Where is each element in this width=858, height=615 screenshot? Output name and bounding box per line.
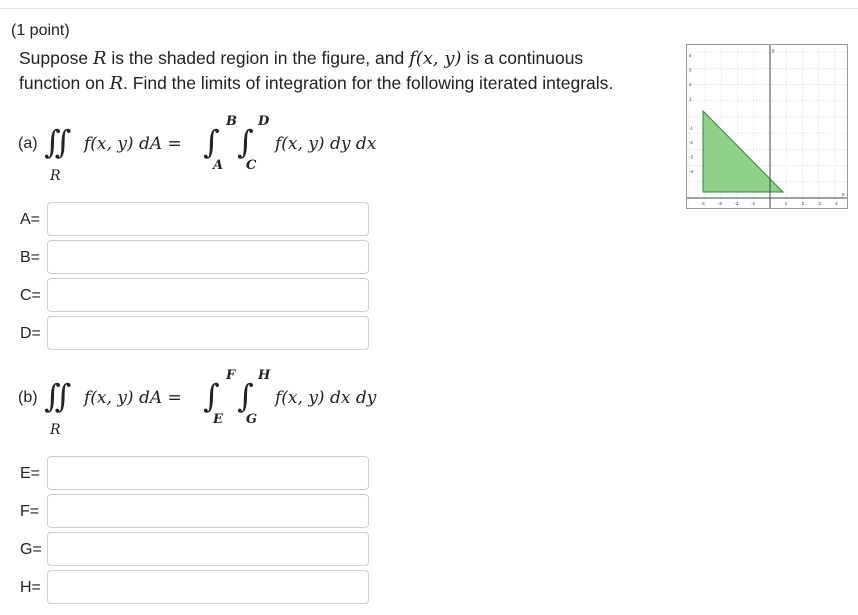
outer-lower-limit: E bbox=[213, 412, 223, 427]
answer-label-b: B= bbox=[20, 249, 41, 266]
inner-lower-limit: G bbox=[246, 412, 258, 427]
x-axis-label: x bbox=[842, 192, 845, 198]
answer-input-b[interactable] bbox=[47, 240, 369, 274]
double-integral-symbol: ∬ bbox=[44, 377, 72, 415]
answer-label-d: D= bbox=[20, 325, 41, 342]
y-tick-label: -2 bbox=[689, 140, 694, 145]
answer-input-c[interactable] bbox=[47, 278, 369, 312]
x-tick-label: -2 bbox=[734, 201, 739, 206]
answer-label-c: C= bbox=[20, 287, 41, 304]
y-tick-label: 4 bbox=[689, 53, 692, 58]
answer-input-d[interactable] bbox=[47, 316, 369, 350]
x-tick-label: -3 bbox=[717, 201, 722, 206]
inner-integral-symbol: ∫ bbox=[237, 377, 254, 415]
answer-input-e[interactable] bbox=[47, 456, 369, 490]
x-tick-label: 1 bbox=[784, 201, 788, 206]
inner-upper-limit: H bbox=[258, 368, 271, 383]
problem-statement: Suppose R is the shaded region in the figure, and f(x, y) is a continuous function on R. Find the limits of integration for the following iterated integrals. bbox=[19, 48, 614, 94]
inner-integral-symbol: ∫ bbox=[237, 123, 254, 161]
answer-input-h[interactable] bbox=[47, 570, 369, 604]
answer-label-a: A= bbox=[20, 211, 41, 228]
answer-input-a[interactable] bbox=[47, 202, 369, 236]
outer-upper-limit: F bbox=[226, 368, 236, 383]
double-integral-symbol: ∬ bbox=[44, 123, 72, 161]
x-tick-label: -1 bbox=[751, 201, 756, 206]
answer-input-f[interactable] bbox=[47, 494, 369, 528]
region-graph bbox=[686, 44, 848, 209]
part-b-label: (b) bbox=[18, 389, 38, 406]
y-tick-label: 2 bbox=[689, 82, 692, 87]
answer-label-g: G= bbox=[20, 541, 42, 558]
x-tick-label: 2 bbox=[801, 201, 805, 206]
x-tick-label: -4 bbox=[700, 201, 705, 206]
y-axis-label: y bbox=[772, 48, 775, 54]
outer-integral-symbol: ∫ bbox=[203, 123, 220, 161]
inner-upper-limit: D bbox=[258, 114, 270, 129]
y-tick-label: 3 bbox=[689, 67, 692, 73]
region-subscript: R bbox=[50, 422, 61, 438]
outer-upper-limit: B bbox=[226, 114, 237, 129]
point-value: (1 point) bbox=[11, 22, 70, 39]
answer-input-g[interactable] bbox=[47, 532, 369, 566]
outer-integral-symbol: ∫ bbox=[203, 377, 220, 415]
top-divider bbox=[0, 8, 858, 9]
answer-label-h: H= bbox=[20, 579, 41, 596]
inner-lower-limit: C bbox=[246, 158, 257, 173]
y-tick-label: -1 bbox=[689, 125, 694, 131]
integrand: f(x, y) dy dx bbox=[275, 134, 377, 154]
y-tick-label: -3 bbox=[689, 154, 694, 160]
x-tick-label: 4 bbox=[835, 201, 838, 206]
outer-lower-limit: A bbox=[213, 158, 224, 173]
x-tick-label: 3 bbox=[818, 201, 821, 206]
lhs-expression: f(x, y) dA = bbox=[84, 134, 182, 154]
answer-label-e: E= bbox=[20, 465, 41, 482]
integrand: f(x, y) dx dy bbox=[275, 388, 377, 408]
lhs-expression: f(x, y) dA = bbox=[84, 388, 182, 408]
y-tick-label: 1 bbox=[689, 96, 692, 102]
part-a-label: (a) bbox=[18, 135, 38, 152]
answer-label-f: F= bbox=[20, 503, 40, 520]
y-tick-label: -4 bbox=[689, 169, 694, 174]
region-subscript: R bbox=[50, 168, 61, 184]
